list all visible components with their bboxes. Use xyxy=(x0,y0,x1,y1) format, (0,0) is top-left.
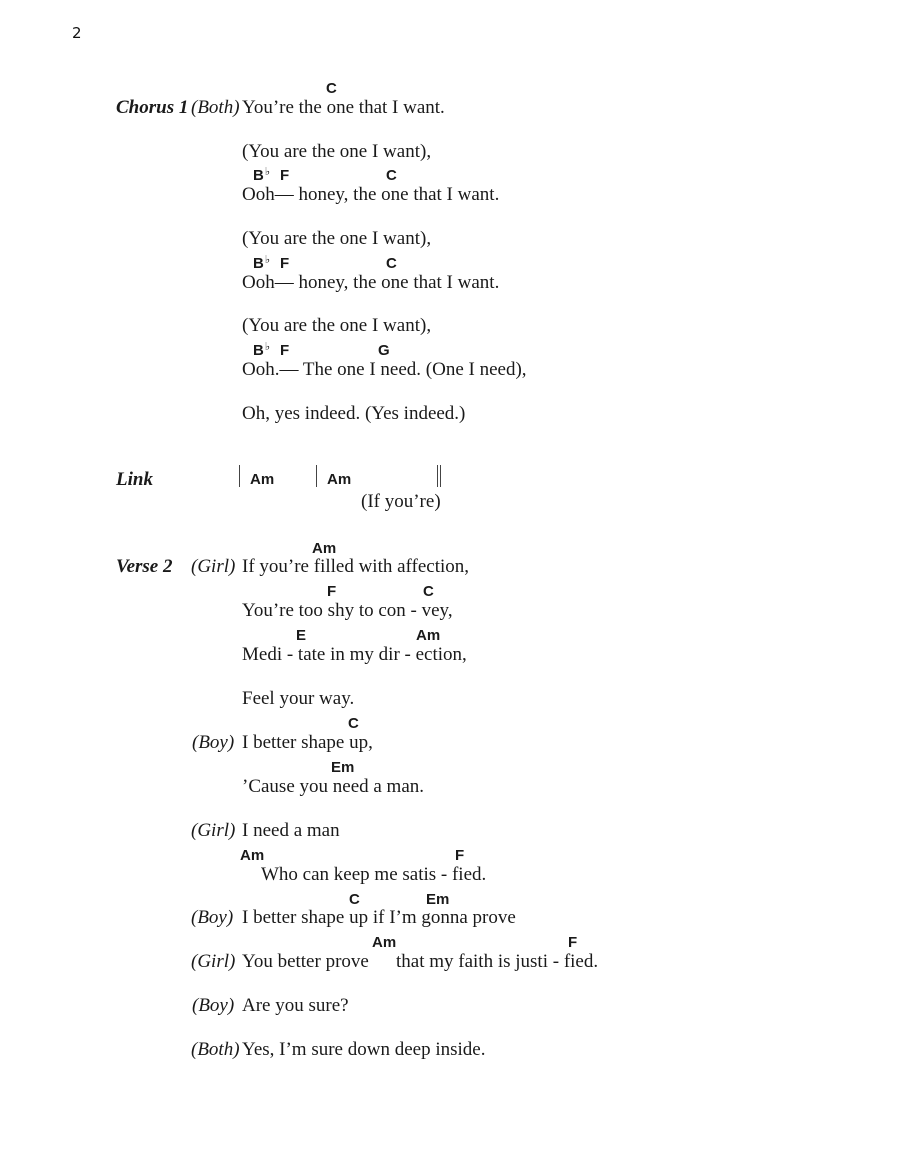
chord: C xyxy=(386,255,397,272)
singer-label: (Girl) xyxy=(191,556,236,577)
double-bar-line xyxy=(437,465,441,487)
chord: G xyxy=(378,342,390,359)
section-label-verse-2: Verse 2 xyxy=(116,556,173,577)
chord: F xyxy=(280,255,290,272)
chord: Am xyxy=(416,627,441,644)
singer-label: (Girl) xyxy=(191,951,236,972)
chord: C xyxy=(386,167,397,184)
lyric-line: I better shape up if I’m gonna prove xyxy=(242,907,516,928)
lyric-line: that my faith is justi - fied. xyxy=(396,951,599,972)
chord: B♭ xyxy=(253,166,271,184)
chord: C xyxy=(349,891,360,908)
bar-line xyxy=(239,465,240,487)
page-number: 2 xyxy=(72,24,82,42)
lyric-line: You better prove xyxy=(242,951,369,972)
chord: E xyxy=(296,627,307,644)
chord: Am xyxy=(372,934,397,951)
lyric-line: (You are the one I want), xyxy=(242,141,432,162)
singer-label: (Girl) xyxy=(191,820,236,841)
chord: B♭ xyxy=(253,341,271,359)
lyric-line: If you’re filled with affection, xyxy=(242,556,470,577)
lyric-line: Yes, I’m sure down deep inside. xyxy=(242,1039,486,1060)
section-label-link: Link xyxy=(116,469,153,490)
singer-label: (Boy) xyxy=(191,907,234,928)
chord: Am xyxy=(240,847,265,864)
chord: C xyxy=(423,583,434,600)
lyric-line: You’re the one that I want. xyxy=(242,97,445,118)
lyric-line: You’re too shy to con - vey, xyxy=(242,600,453,621)
chord: F xyxy=(327,583,337,600)
lyric-line: I need a man xyxy=(242,820,340,841)
chord: Am xyxy=(250,471,275,488)
chord: Am xyxy=(327,471,352,488)
lyric-line: Feel your way. xyxy=(242,688,355,709)
chord: F xyxy=(280,167,290,184)
chord: C xyxy=(348,715,359,732)
singer-label: (Both) xyxy=(191,1039,240,1060)
lyric-line: Oh, yes indeed. (Yes indeed.) xyxy=(242,403,466,424)
lyric-line: Medi - tate in my dir - ection, xyxy=(242,644,467,665)
bar-line xyxy=(316,465,317,487)
lyric-line: Ooh— honey, the one that I want. xyxy=(242,272,500,293)
singer-label: (Boy) xyxy=(192,995,235,1016)
singer-label: (Boy) xyxy=(192,732,235,753)
lyric-line: (You are the one I want), xyxy=(242,228,432,249)
chord: F xyxy=(280,342,290,359)
lyric-line: (If you’re) xyxy=(361,491,441,512)
lyric-line: Who can keep me satis - fied. xyxy=(261,864,487,885)
lyric-line: ’Cause you need a man. xyxy=(242,776,425,797)
lyric-line: Ooh— honey, the one that I want. xyxy=(242,184,500,205)
chord: Am xyxy=(312,540,337,557)
lyric-line: Ooh.— The one I need. (One I need), xyxy=(242,359,527,380)
lyric-line: Are you sure? xyxy=(242,995,349,1016)
chord: Em xyxy=(331,759,355,776)
chord: F xyxy=(568,934,578,951)
lyric-line: (You are the one I want), xyxy=(242,315,432,336)
chord: B♭ xyxy=(253,254,271,272)
singer-label: (Both) xyxy=(191,97,240,118)
chord: F xyxy=(455,847,465,864)
chord: Em xyxy=(426,891,450,908)
lyric-line: I better shape up, xyxy=(242,732,373,753)
chord: C xyxy=(326,80,337,97)
section-label-chorus-1: Chorus 1 xyxy=(116,97,189,118)
